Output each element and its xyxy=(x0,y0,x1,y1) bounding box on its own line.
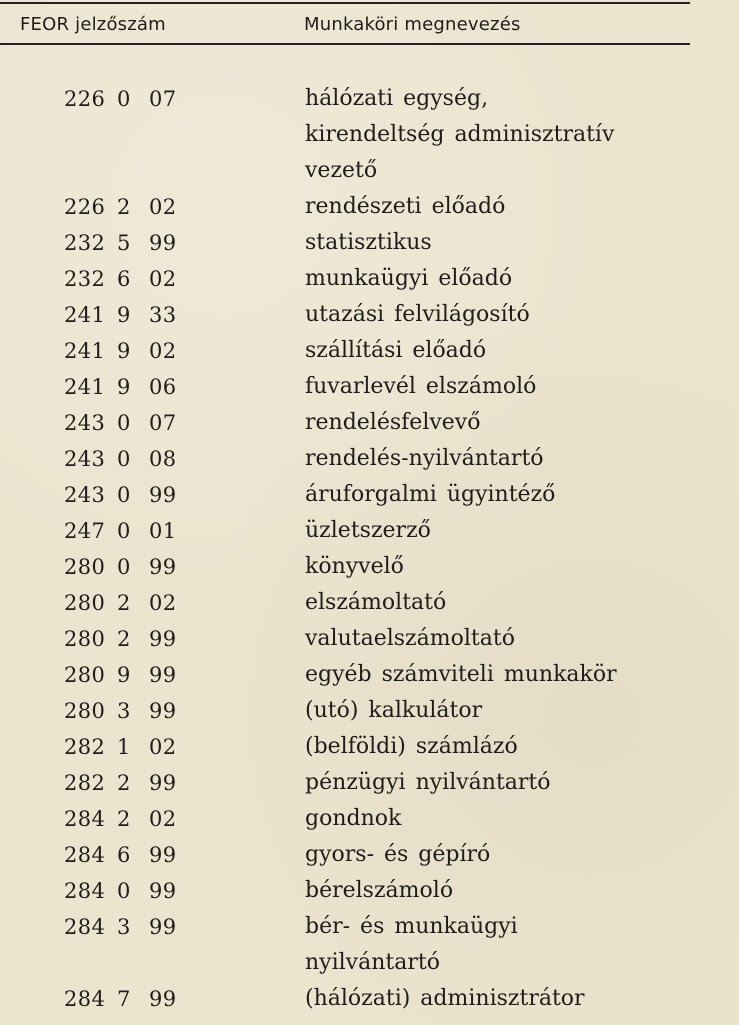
occupation-name: utazási felvilágosító xyxy=(305,302,530,327)
code-part-2: 9 xyxy=(117,663,131,687)
code-part-2: 7 xyxy=(117,987,131,1011)
code-part-1: 243 xyxy=(64,411,106,435)
code-part-2: 0 xyxy=(117,483,131,507)
feor-code xyxy=(0,333,305,369)
table-row xyxy=(0,837,739,873)
table-row xyxy=(0,441,739,477)
code-part-1: 280 xyxy=(64,591,106,615)
occupation-name: (belföldi) számlázó xyxy=(305,734,518,759)
feor-code xyxy=(0,261,305,297)
table-row xyxy=(0,729,739,765)
column-header-name: Munkaköri megnevezés xyxy=(304,14,521,35)
code-part-1: 284 xyxy=(64,915,106,939)
code-part-2: 2 xyxy=(117,627,131,651)
feor-code xyxy=(0,81,305,117)
table-row xyxy=(0,801,739,837)
table-row xyxy=(0,657,739,693)
feor-code xyxy=(0,225,305,261)
feor-code xyxy=(0,513,305,549)
code-part-3: 02 xyxy=(149,807,177,831)
feor-code xyxy=(0,981,305,1017)
table-row xyxy=(0,297,739,333)
code-part-2: 5 xyxy=(117,231,131,255)
table-row xyxy=(0,873,739,909)
occupation-name: egyéb számviteli munkakör xyxy=(305,662,617,687)
code-part-2: 1 xyxy=(117,735,131,759)
code-part-1: 282 xyxy=(64,771,106,795)
code-part-3: 99 xyxy=(149,843,177,867)
column-header-code: FEOR jelzőszám xyxy=(20,14,166,35)
code-part-2: 2 xyxy=(117,807,131,831)
code-part-1: 226 xyxy=(64,195,106,219)
occupation-name: gyors- és gépíró xyxy=(305,842,491,867)
table-row xyxy=(0,981,739,1017)
table-row xyxy=(0,621,739,657)
top-rule xyxy=(0,2,690,4)
table-row xyxy=(0,693,739,729)
code-part-2: 2 xyxy=(117,195,131,219)
code-part-1: 284 xyxy=(64,843,106,867)
code-part-3: 07 xyxy=(149,411,177,435)
occupation-name: valutaelszámoltató xyxy=(305,626,515,651)
code-part-3: 99 xyxy=(149,771,177,795)
code-part-1: 243 xyxy=(64,483,106,507)
table-row xyxy=(0,549,739,585)
feor-code xyxy=(0,729,305,765)
occupation-name: könyvelő xyxy=(305,554,404,579)
table-row xyxy=(0,585,739,621)
occupation-name: (hálózati) adminisztrátor xyxy=(305,986,585,1011)
feor-code xyxy=(0,297,305,333)
code-part-1: 280 xyxy=(64,699,106,723)
feor-code xyxy=(0,801,305,837)
code-part-3: 99 xyxy=(149,663,177,687)
code-part-2: 3 xyxy=(117,699,131,723)
code-part-3: 01 xyxy=(149,519,177,543)
code-part-2: 2 xyxy=(117,771,131,795)
occupation-name: rendészeti előadó xyxy=(305,194,506,219)
code-part-2: 0 xyxy=(117,879,131,903)
occupation-name: rendelésfelvevő xyxy=(305,410,481,435)
feor-code xyxy=(0,441,305,477)
feor-code xyxy=(0,657,305,693)
feor-code xyxy=(0,549,305,585)
code-part-1: 284 xyxy=(64,987,106,1011)
code-part-3: 99 xyxy=(149,987,177,1011)
code-part-3: 02 xyxy=(149,267,177,291)
code-part-1: 232 xyxy=(64,231,106,255)
code-part-1: 280 xyxy=(64,627,106,651)
code-part-2: 0 xyxy=(117,519,131,543)
occupation-name: hálózati egység, kirendeltség adminisztratív vezető xyxy=(305,86,615,183)
occupation-name: gondnok xyxy=(305,806,402,831)
table-row xyxy=(0,405,739,441)
code-part-3: 99 xyxy=(149,483,177,507)
code-part-1: 232 xyxy=(64,267,106,291)
table-row xyxy=(0,909,739,981)
code-part-1: 247 xyxy=(64,519,106,543)
code-part-3: 07 xyxy=(149,87,177,111)
occupation-name: bér- és munkaügyi nyilvántartó xyxy=(305,914,518,975)
feor-code xyxy=(0,369,305,405)
table-row xyxy=(0,477,739,513)
occupation-name: szállítási előadó xyxy=(305,338,487,363)
table-row xyxy=(0,81,739,189)
occupation-name: munkaügyi előadó xyxy=(305,266,513,291)
code-part-3: 02 xyxy=(149,735,177,759)
feor-code xyxy=(0,585,305,621)
code-part-3: 99 xyxy=(149,627,177,651)
occupation-name: (utó) kalkulátor xyxy=(305,698,483,723)
code-part-3: 99 xyxy=(149,555,177,579)
code-part-3: 02 xyxy=(149,339,177,363)
code-part-3: 99 xyxy=(149,699,177,723)
code-part-3: 99 xyxy=(149,231,177,255)
feor-code xyxy=(0,837,305,873)
header-rule xyxy=(0,43,690,45)
code-part-2: 0 xyxy=(117,555,131,579)
feor-code xyxy=(0,477,305,513)
table-row xyxy=(0,225,739,261)
code-part-1: 284 xyxy=(64,879,106,903)
code-part-3: 08 xyxy=(149,447,177,471)
code-part-2: 9 xyxy=(117,375,131,399)
table-row xyxy=(0,765,739,801)
code-part-2: 9 xyxy=(117,339,131,363)
table-row xyxy=(0,189,739,225)
code-part-1: 241 xyxy=(64,375,106,399)
code-part-2: 0 xyxy=(117,411,131,435)
code-part-1: 243 xyxy=(64,447,106,471)
occupation-table xyxy=(0,81,739,1017)
table-row xyxy=(0,369,739,405)
code-part-2: 3 xyxy=(117,915,131,939)
feor-code xyxy=(0,189,305,225)
code-part-3: 99 xyxy=(149,915,177,939)
table-row xyxy=(0,333,739,369)
feor-code xyxy=(0,873,305,909)
code-part-2: 6 xyxy=(117,267,131,291)
feor-code xyxy=(0,405,305,441)
code-part-3: 99 xyxy=(149,879,177,903)
code-part-1: 280 xyxy=(64,663,106,687)
code-part-2: 9 xyxy=(117,303,131,327)
feor-code xyxy=(0,909,305,945)
occupation-name: fuvarlevél elszámoló xyxy=(305,374,537,399)
occupation-name: üzletszerző xyxy=(305,518,431,543)
occupation-name: bérelszámoló xyxy=(305,878,454,903)
table-row xyxy=(0,513,739,549)
feor-code xyxy=(0,693,305,729)
code-part-1: 241 xyxy=(64,339,106,363)
occupation-name: pénzügyi nyilvántartó xyxy=(305,770,551,795)
table-row xyxy=(0,261,739,297)
occupation-name: rendelés-nyilvántartó xyxy=(305,446,544,471)
code-part-3: 02 xyxy=(149,591,177,615)
code-part-1: 280 xyxy=(64,555,106,579)
code-part-2: 0 xyxy=(117,447,131,471)
occupation-name: statisztikus xyxy=(305,230,432,255)
code-part-3: 02 xyxy=(149,195,177,219)
occupation-name: áruforgalmi ügyintéző xyxy=(305,482,556,507)
code-part-2: 6 xyxy=(117,843,131,867)
code-part-3: 33 xyxy=(149,303,177,327)
code-part-1: 282 xyxy=(64,735,106,759)
code-part-1: 241 xyxy=(64,303,106,327)
feor-code xyxy=(0,621,305,657)
occupation-name: elszámoltató xyxy=(305,590,447,615)
code-part-2: 0 xyxy=(117,87,131,111)
code-part-1: 284 xyxy=(64,807,106,831)
code-part-2: 2 xyxy=(117,591,131,615)
code-part-3: 06 xyxy=(149,375,177,399)
code-part-1: 226 xyxy=(64,87,106,111)
feor-code xyxy=(0,765,305,801)
